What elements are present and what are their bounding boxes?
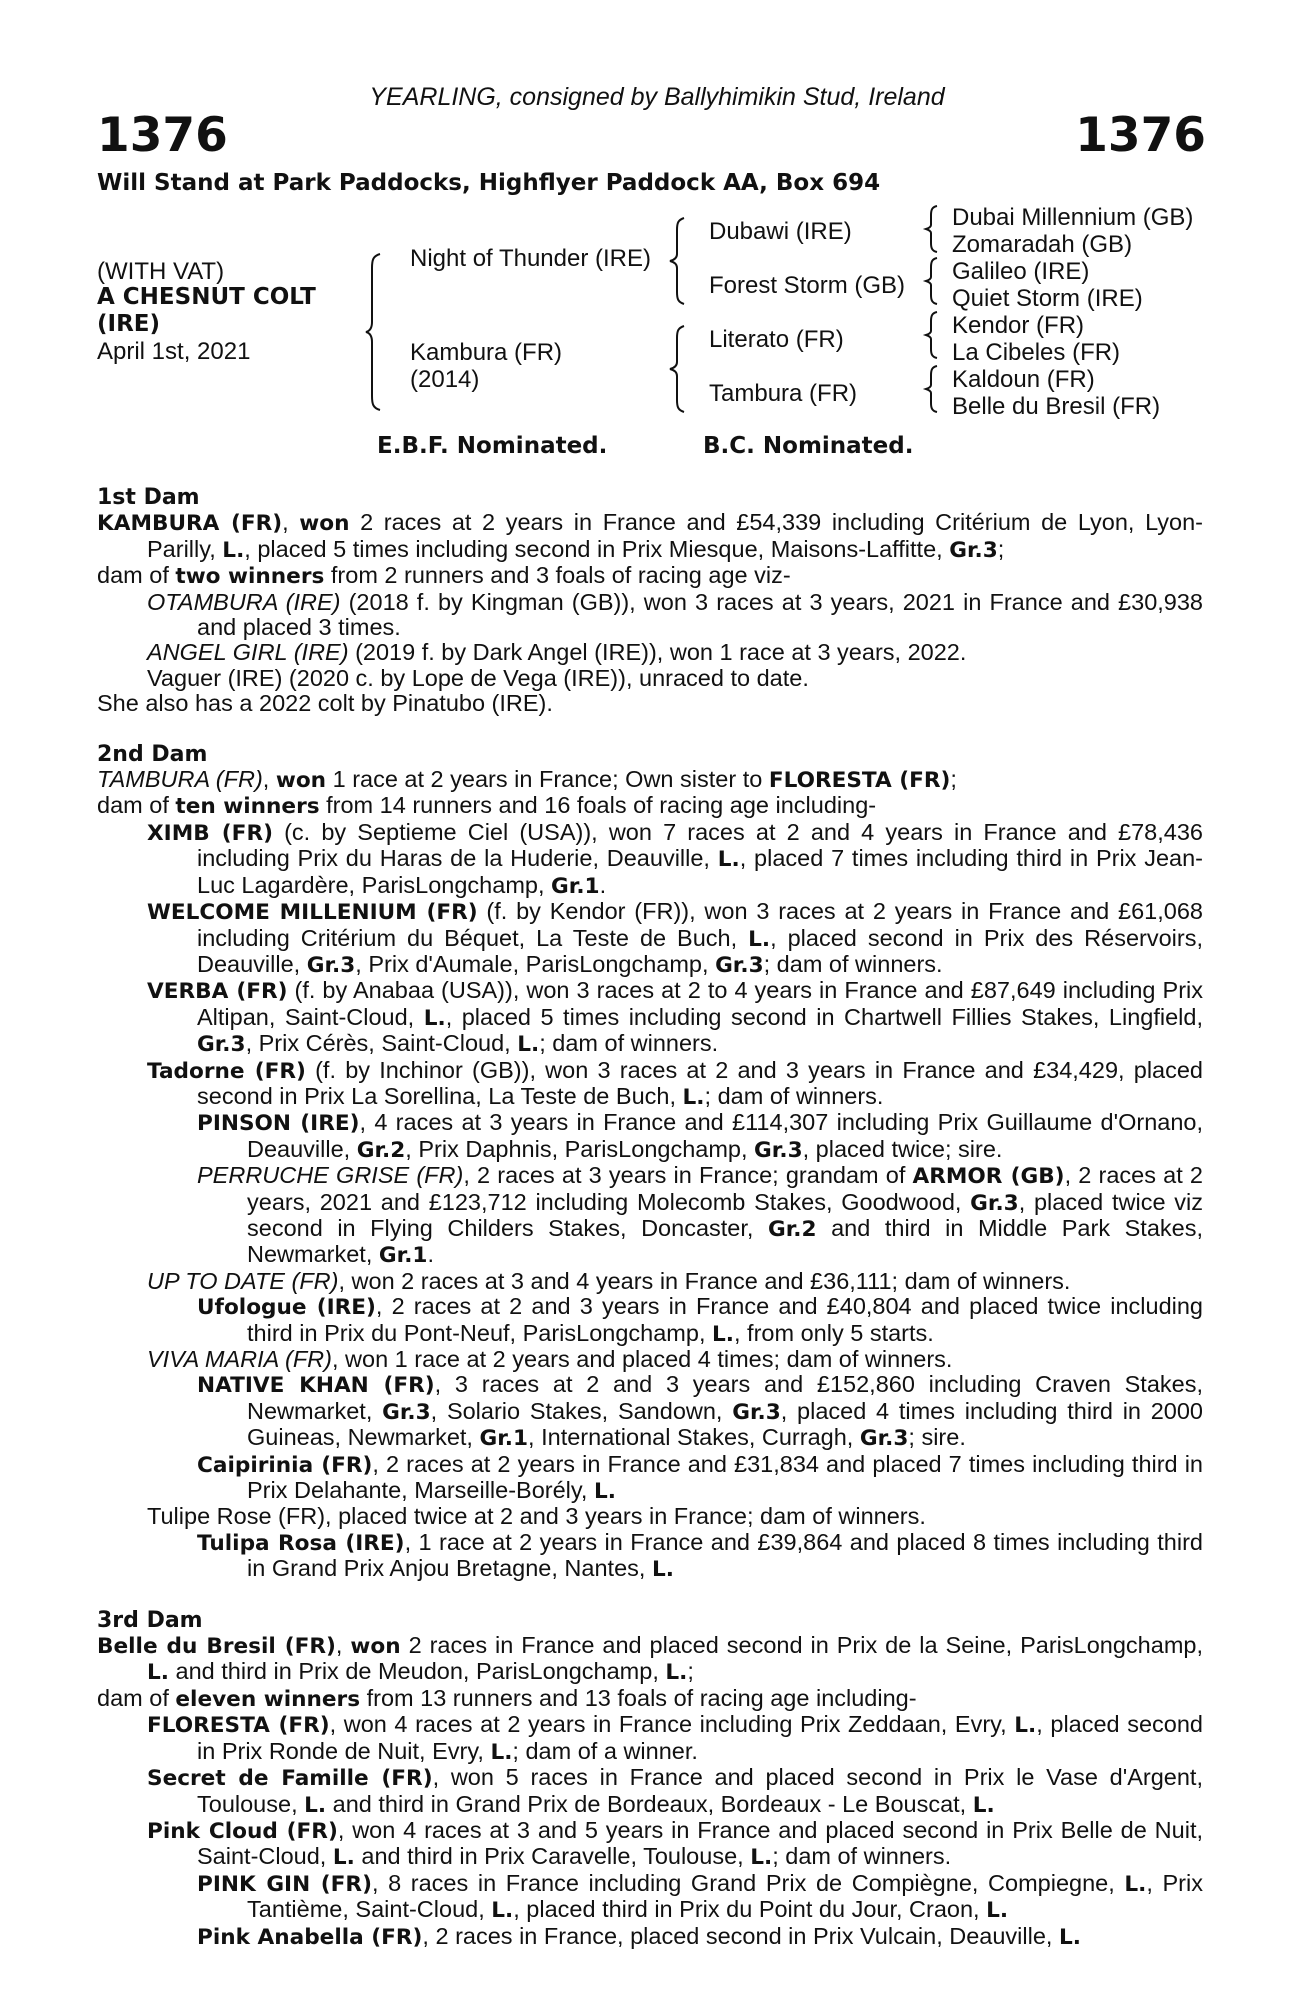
produce-entry: Caipirinia (FR), 2 races at 2 years in France and £31,834 and placed 7 times including third in Prix Delahante, Marseille-Borély, L. [197, 1450, 1204, 1505]
produce-entry: Tulipe Rose (FR), placed twice at 2 and 3 years in France; dam of winners. [147, 1503, 926, 1530]
produce-entry: NATIVE KHAN (FR), 3 races at 2 and 3 years and £152,860 including Craven Stakes, Newmarket, Gr.3, Solario Stakes, Sandown, Gr.3, placed 4 times including third in 2000 Guineas, Newmarket, Gr.1, International Stakes, Curragh, Gr.3; sire. [197, 1371, 1203, 1452]
produce-entry: Vaguer (IRE) (2020 c. by Lope de Vega (IRE)), unraced to date. [147, 664, 809, 691]
ancestor-4: Quiet Storm (IRE) [952, 285, 1143, 312]
pedigree-bracket-g3 [926, 312, 940, 358]
catalogue-subtitle: YEARLING, consigned by Ballyhimikin Stud, Ireland [369, 83, 945, 111]
sire-sire: Dubawi (IRE) [709, 218, 852, 245]
pedigree-bracket-dam [670, 326, 688, 412]
produce-entry: Secret de Famille (FR), won 5 races in France and placed second in Prix le Vase d'Argent, Toulouse, L. and third in Grand Prix de Bordeaux, Bordeaux - Le Bouscat, L. [147, 1764, 1203, 1818]
pedigree-bracket-g2 [926, 258, 940, 304]
stand-location: Will Stand at Park Paddocks, Highflyer Paddock AA, Box 694 [97, 170, 881, 196]
ancestor-1: Dubai Millennium (GB) [952, 204, 1194, 231]
foaling-date: April 1st, 2021 [97, 338, 251, 365]
dam-sire: Literato (FR) [709, 326, 844, 353]
produce-entry: She also has a 2022 colt by Pinatubo (IRE). [97, 690, 553, 717]
produce-entry: KAMBURA (FR), won 2 races at 2 years in France and £54,339 including Critérium de Lyon, Lyon-Parilly, L., placed 5 times including second in Prix Miesque, Maisons-Laffitte, Gr.3; [97, 509, 1203, 563]
produce-entry: VERBA (FR) (f. by Anabaa (USA)), won 3 races at 2 to 4 years in France and £87,649 including Prix Altipan, Saint-Cloud, L., placed 5 times including second in Chartwell Fillies Stakes, Lingfield, Gr.3, Prix Cérès, Saint-Cloud, L.; dam of winners. [147, 977, 1204, 1058]
produce-entry: dam of two winners from 2 runners and 3 foals of racing age viz- [97, 562, 791, 590]
produce-entry: WELCOME MILLENIUM (FR) (f. by Kendor (FR)), won 3 races at 2 years in France and £61,068 including Critérium du Béquet, La Teste de Buch, L., placed second in Prix des Réservoirs, Deauville, Gr.3, Prix d'Aumale, ParisLongchamp, Gr.3; dam of winners. [147, 898, 1203, 978]
produce-entry: Ufologue (IRE), 2 races at 2 and 3 years in France and £40,804 and placed twice including third in Prix du Pont-Neuf, ParisLongchamp, L., from only 5 starts. [197, 1293, 1203, 1347]
produce-entry: ANGEL GIRL (IRE) (2019 f. by Dark Angel (IRE)), won 1 race at 3 years, 2022. [147, 639, 967, 666]
produce-entry: dam of ten winners from 14 runners and 16 foals of racing age including- [97, 792, 877, 820]
produce-entry: XIMB (FR) (c. by Septieme Ciel (USA)), won 7 races at 2 and 4 years in France and £78,436 including Prix du Haras de la Huderie, Deauville, L., placed 7 times including third in Prix Jean-Luc Lagardère, ParisLongchamp, Gr.1. [147, 818, 1203, 899]
produce-entry: FLORESTA (FR), won 4 races at 2 years in France including Prix Zeddaan, Evry, L., placed second in Prix Ronde de Nuit, Evry, L.; dam of a winner. [147, 1711, 1203, 1765]
produce-entry: PINSON (IRE), 4 races at 3 years in France and £114,307 including Prix Guillaume d'Ornano, Deauville, Gr.2, Prix Daphnis, ParisLongchamp, Gr.3, placed twice; sire. [197, 1109, 1204, 1163]
lot-number-right: 1376 [1075, 108, 1206, 163]
ancestor-8: Belle du Bresil (FR) [952, 393, 1161, 420]
produce-entry: Belle du Bresil (FR), won 2 races in France and placed second in Prix de la Seine, ParisLongchamp, L. and third in Prix de Meudon, ParisLongchamp, L.; [97, 1632, 1203, 1686]
vat-note: (WITH VAT) [97, 258, 225, 285]
produce-record [97, 485, 1203, 1950]
pedigree-bracket-sire [670, 218, 688, 304]
ancestor-6: La Cibeles (FR) [952, 339, 1121, 366]
produce-entry: VIVA MARIA (FR), won 1 race at 2 years and placed 4 times; dam of winners. [147, 1346, 953, 1372]
produce-entry: TAMBURA (FR), won 1 race at 2 years in France; Own sister to FLORESTA (FR); [97, 766, 957, 794]
produce-entry: Tadorne (FR) (f. by Inchinor (GB)), won 3 races at 2 and 3 years in France and £34,429, placed second in Prix La Sorellina, La Teste de Buch, L.; dam of winners. [147, 1056, 1203, 1110]
section-heading: 1st Dam [97, 485, 200, 510]
produce-entry: PINK GIN (FR), 8 races in France including Grand Prix de Compiègne, Compiegne, L., Prix Tantième, Saint-Cloud, L., placed third in Prix du Point du Jour, Craon, L. [197, 1869, 1203, 1924]
produce-entry: dam of eleven winners from 13 runners and 13 foals of racing age including- [97, 1684, 917, 1712]
section-gap [97, 717, 1203, 742]
sire-dam: Forest Storm (GB) [709, 272, 906, 299]
section-heading: 3rd Dam [97, 1607, 203, 1633]
produce-entry: UP TO DATE (FR), won 2 races at 3 and 4 years in France and £36,111; dam of winners. [147, 1267, 1071, 1294]
produce-entry: OTAMBURA (IRE) (2018 f. by Kingman (GB)), won 3 races at 3 years, 2021 in France and £30,938 and placed 3 times. [147, 588, 1204, 641]
lot-number-left: 1376 [97, 108, 228, 163]
pedigree-bracket-g4 [926, 366, 940, 412]
section-heading: 2nd Dam [97, 741, 208, 767]
dam-year: (2014) [410, 366, 480, 393]
produce-entry: Tulipa Rosa (IRE), 1 race at 2 years in France and £39,864 and placed 8 times including third in Grand Prix Anjou Bretagne, Nantes, L. [197, 1528, 1203, 1583]
ancestor-2: Zomaradah (GB) [952, 231, 1133, 258]
produce-entry: Pink Anabella (FR), 2 races in France, placed second in Prix Vulcain, Deauville, L. [197, 1922, 1081, 1950]
pedigree-bracket-g1 [926, 206, 940, 252]
dam-name: Kambura (FR) [410, 339, 563, 366]
bc-nomination: B.C. Nominated. [703, 433, 914, 459]
ancestor-7: Kaldoun (FR) [952, 366, 1095, 393]
produce-entry: PERRUCHE GRISE (FR), 2 races at 3 years in France; grandam of ARMOR (GB), 2 races at 2 years, 2021 and £123,712 including Molecomb Stakes, Goodwood, Gr.3, placed twice viz second in Flying Childers Stakes, Doncaster, Gr.2 and third in Middle Park Stakes, Newmarket, Gr.1. [197, 1162, 1203, 1269]
produce-entry: Pink Cloud (FR), won 4 races at 3 and 5 years in France and placed second in Prix Belle de Nuit, Saint-Cloud, L. and third in Prix Caravelle, Toulouse, L.; dam of winners. [147, 1816, 1203, 1871]
ancestor-3: Galileo (IRE) [952, 258, 1090, 285]
dam-dam: Tambura (FR) [709, 380, 858, 407]
section-gap [97, 1583, 1203, 1608]
horse-name: A CHESNUT COLT [97, 284, 316, 310]
ancestor-5: Kendor (FR) [952, 312, 1085, 339]
horse-origin: (IRE) [97, 311, 161, 337]
ebf-nomination: E.B.F. Nominated. [377, 433, 608, 459]
pedigree-bracket-main [366, 254, 386, 410]
sire-name: Night of Thunder (IRE) [410, 245, 651, 272]
